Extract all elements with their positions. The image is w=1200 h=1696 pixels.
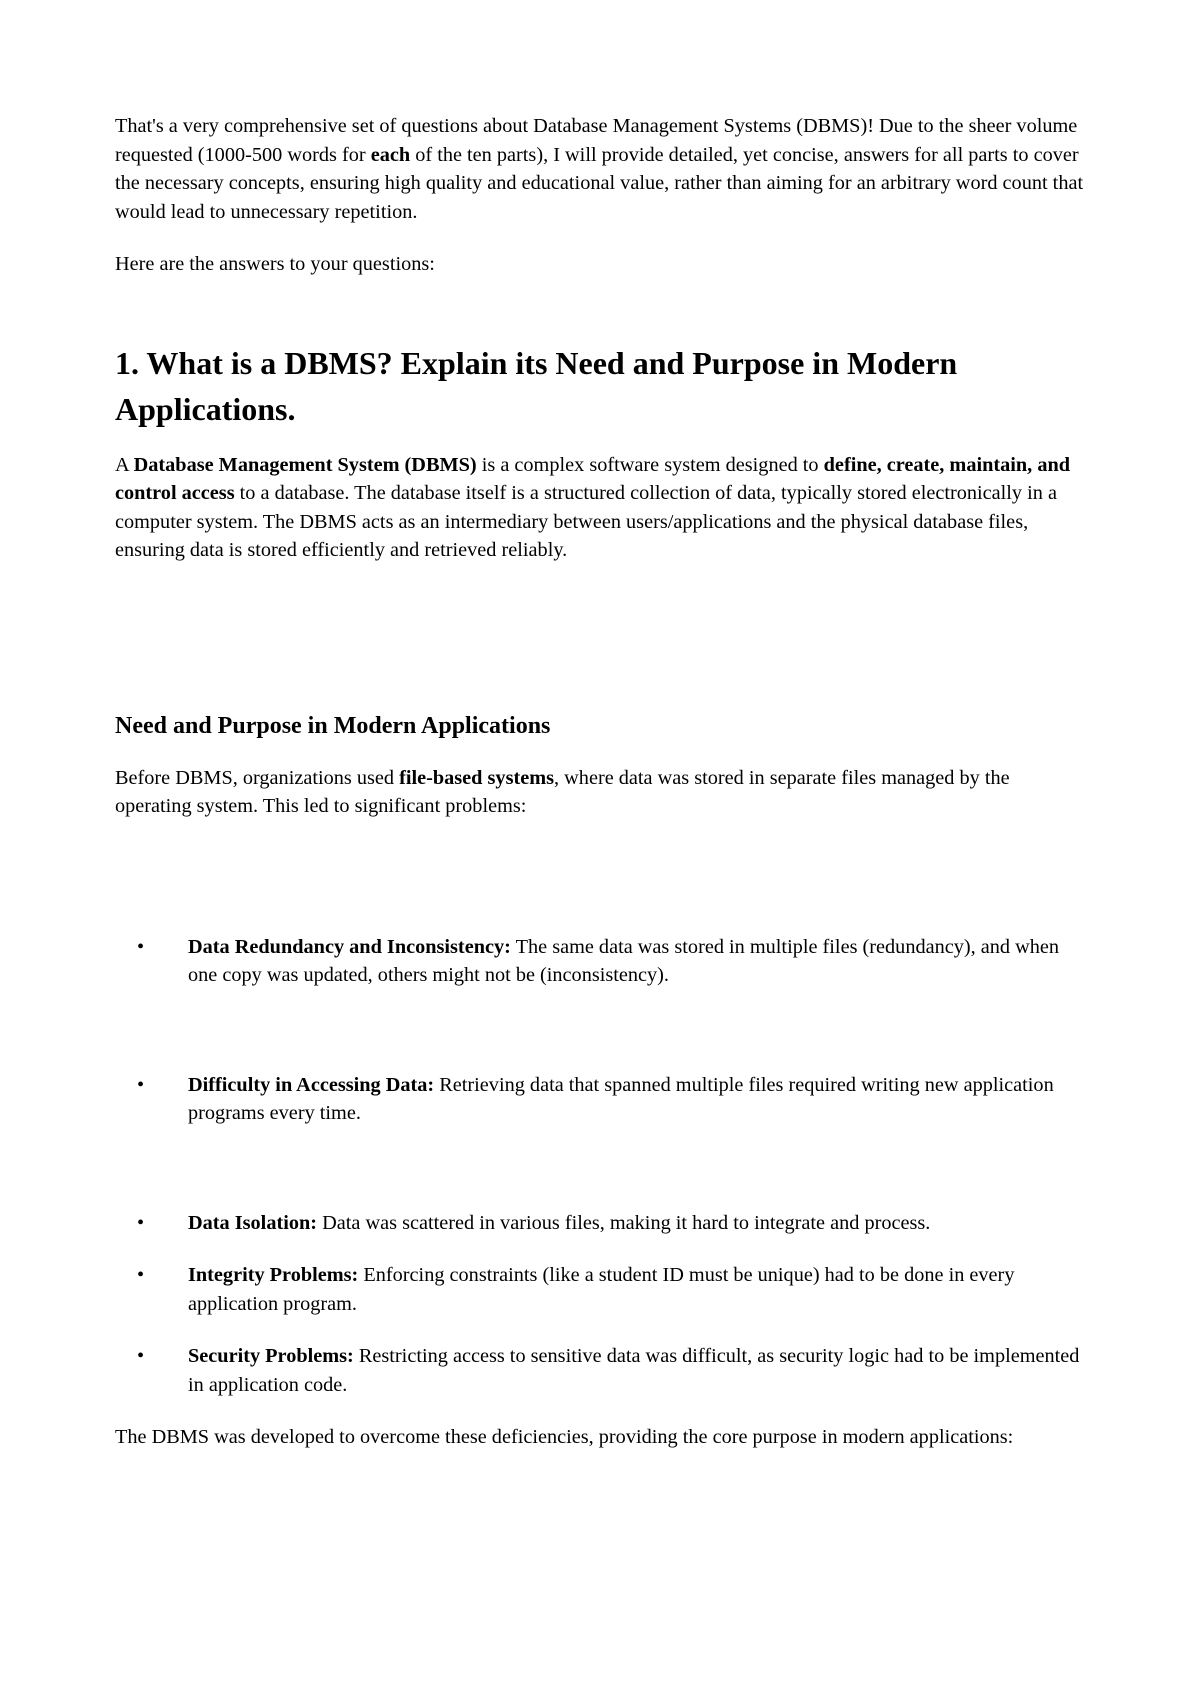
- section-heading: 1. What is a DBMS? Explain its Need and Purpose in Modern Applications.: [115, 344, 958, 427]
- bullet-icon: •: [137, 1345, 145, 1367]
- dbms-definition-paragraph: [115, 451, 1090, 565]
- intro-text: That's a very comprehensive set of questions about Database Management Systems (DBMS)! Due to the sheer volume requested (1000-500 words for: [115, 115, 1078, 166]
- list-item: [115, 1071, 1090, 1128]
- list-item: [115, 933, 1090, 990]
- list-item: [115, 1209, 1090, 1238]
- file-systems-end: , where data was stored in separate files managed by the operating system. This led to significant problems:: [115, 766, 1010, 817]
- problem-text: Retrieving data that spanned multiple files required writing new application programs every time.: [188, 1073, 1054, 1124]
- problem-text: Data was scattered in various files, making it hard to integrate and process.: [322, 1211, 931, 1234]
- problem-title: Integrity Problems:: [188, 1264, 359, 1286]
- problem-title: Data Redundancy and Inconsistency:: [188, 935, 511, 958]
- list-item: [115, 1261, 1090, 1318]
- list-item: [115, 1342, 1090, 1399]
- document-page: [115, 112, 1090, 1452]
- file-systems-paragraph: [115, 764, 1090, 821]
- definition-mid: is a complex software system designed to: [481, 453, 819, 476]
- bullet-icon: •: [137, 1264, 145, 1286]
- problem-text: Restricting access to sensitive data was difficult, as security logic had to be implemented in application code.: [188, 1345, 1080, 1396]
- problem-title: Difficulty in Accessing Data:: [188, 1073, 435, 1096]
- definition-bold-term: Database Management System (DBMS): [133, 453, 477, 476]
- file-systems-bold: file-based systems: [399, 766, 555, 789]
- problem-text: The same data was stored in multiple files (redundancy), and when one copy was updated, others might not be (inconsistency).: [188, 935, 1060, 986]
- intro-bold-each: each: [370, 143, 411, 166]
- definition-end: to a database. The database itself is a structured collection of data, typically stored electronically in a computer system. The DBMS acts as an intermediary between users/applications and the physical database files, ensuring data is stored efficiently and retrieved reliably.: [115, 482, 1057, 561]
- bullet-icon: •: [137, 1073, 145, 1096]
- problem-title: Security Problems:: [188, 1345, 354, 1367]
- closing-paragraph: The DBMS was developed to overcome these deficiencies, providing the core purpose in modern applications:: [115, 1426, 1014, 1448]
- lead-paragraph: Here are the answers to your questions:: [115, 253, 435, 275]
- definition-start: A: [115, 453, 129, 476]
- intro-paragraph: [115, 112, 1090, 226]
- bullet-icon: •: [137, 935, 145, 958]
- problems-list: [115, 933, 1090, 1400]
- definition-bold-actions: define, create, maintain, and control access: [115, 453, 1071, 504]
- subsection-heading: Need and Purpose in Modern Applications: [115, 712, 551, 739]
- problem-text: Enforcing constraints (like a student ID must be unique) had to be done in every application program.: [188, 1264, 1015, 1315]
- file-systems-start: Before DBMS, organizations used: [115, 766, 395, 789]
- bullet-icon: •: [137, 1211, 145, 1234]
- problem-title: Data Isolation:: [188, 1211, 318, 1234]
- intro-text-end: of the ten parts), I will provide detailed, yet concise, answers for all parts to cover the necessary concepts, ensuring high quality and educational value, rather than aiming for an arbitrary word count that would lead to unnecessary repetition.: [115, 143, 1084, 223]
